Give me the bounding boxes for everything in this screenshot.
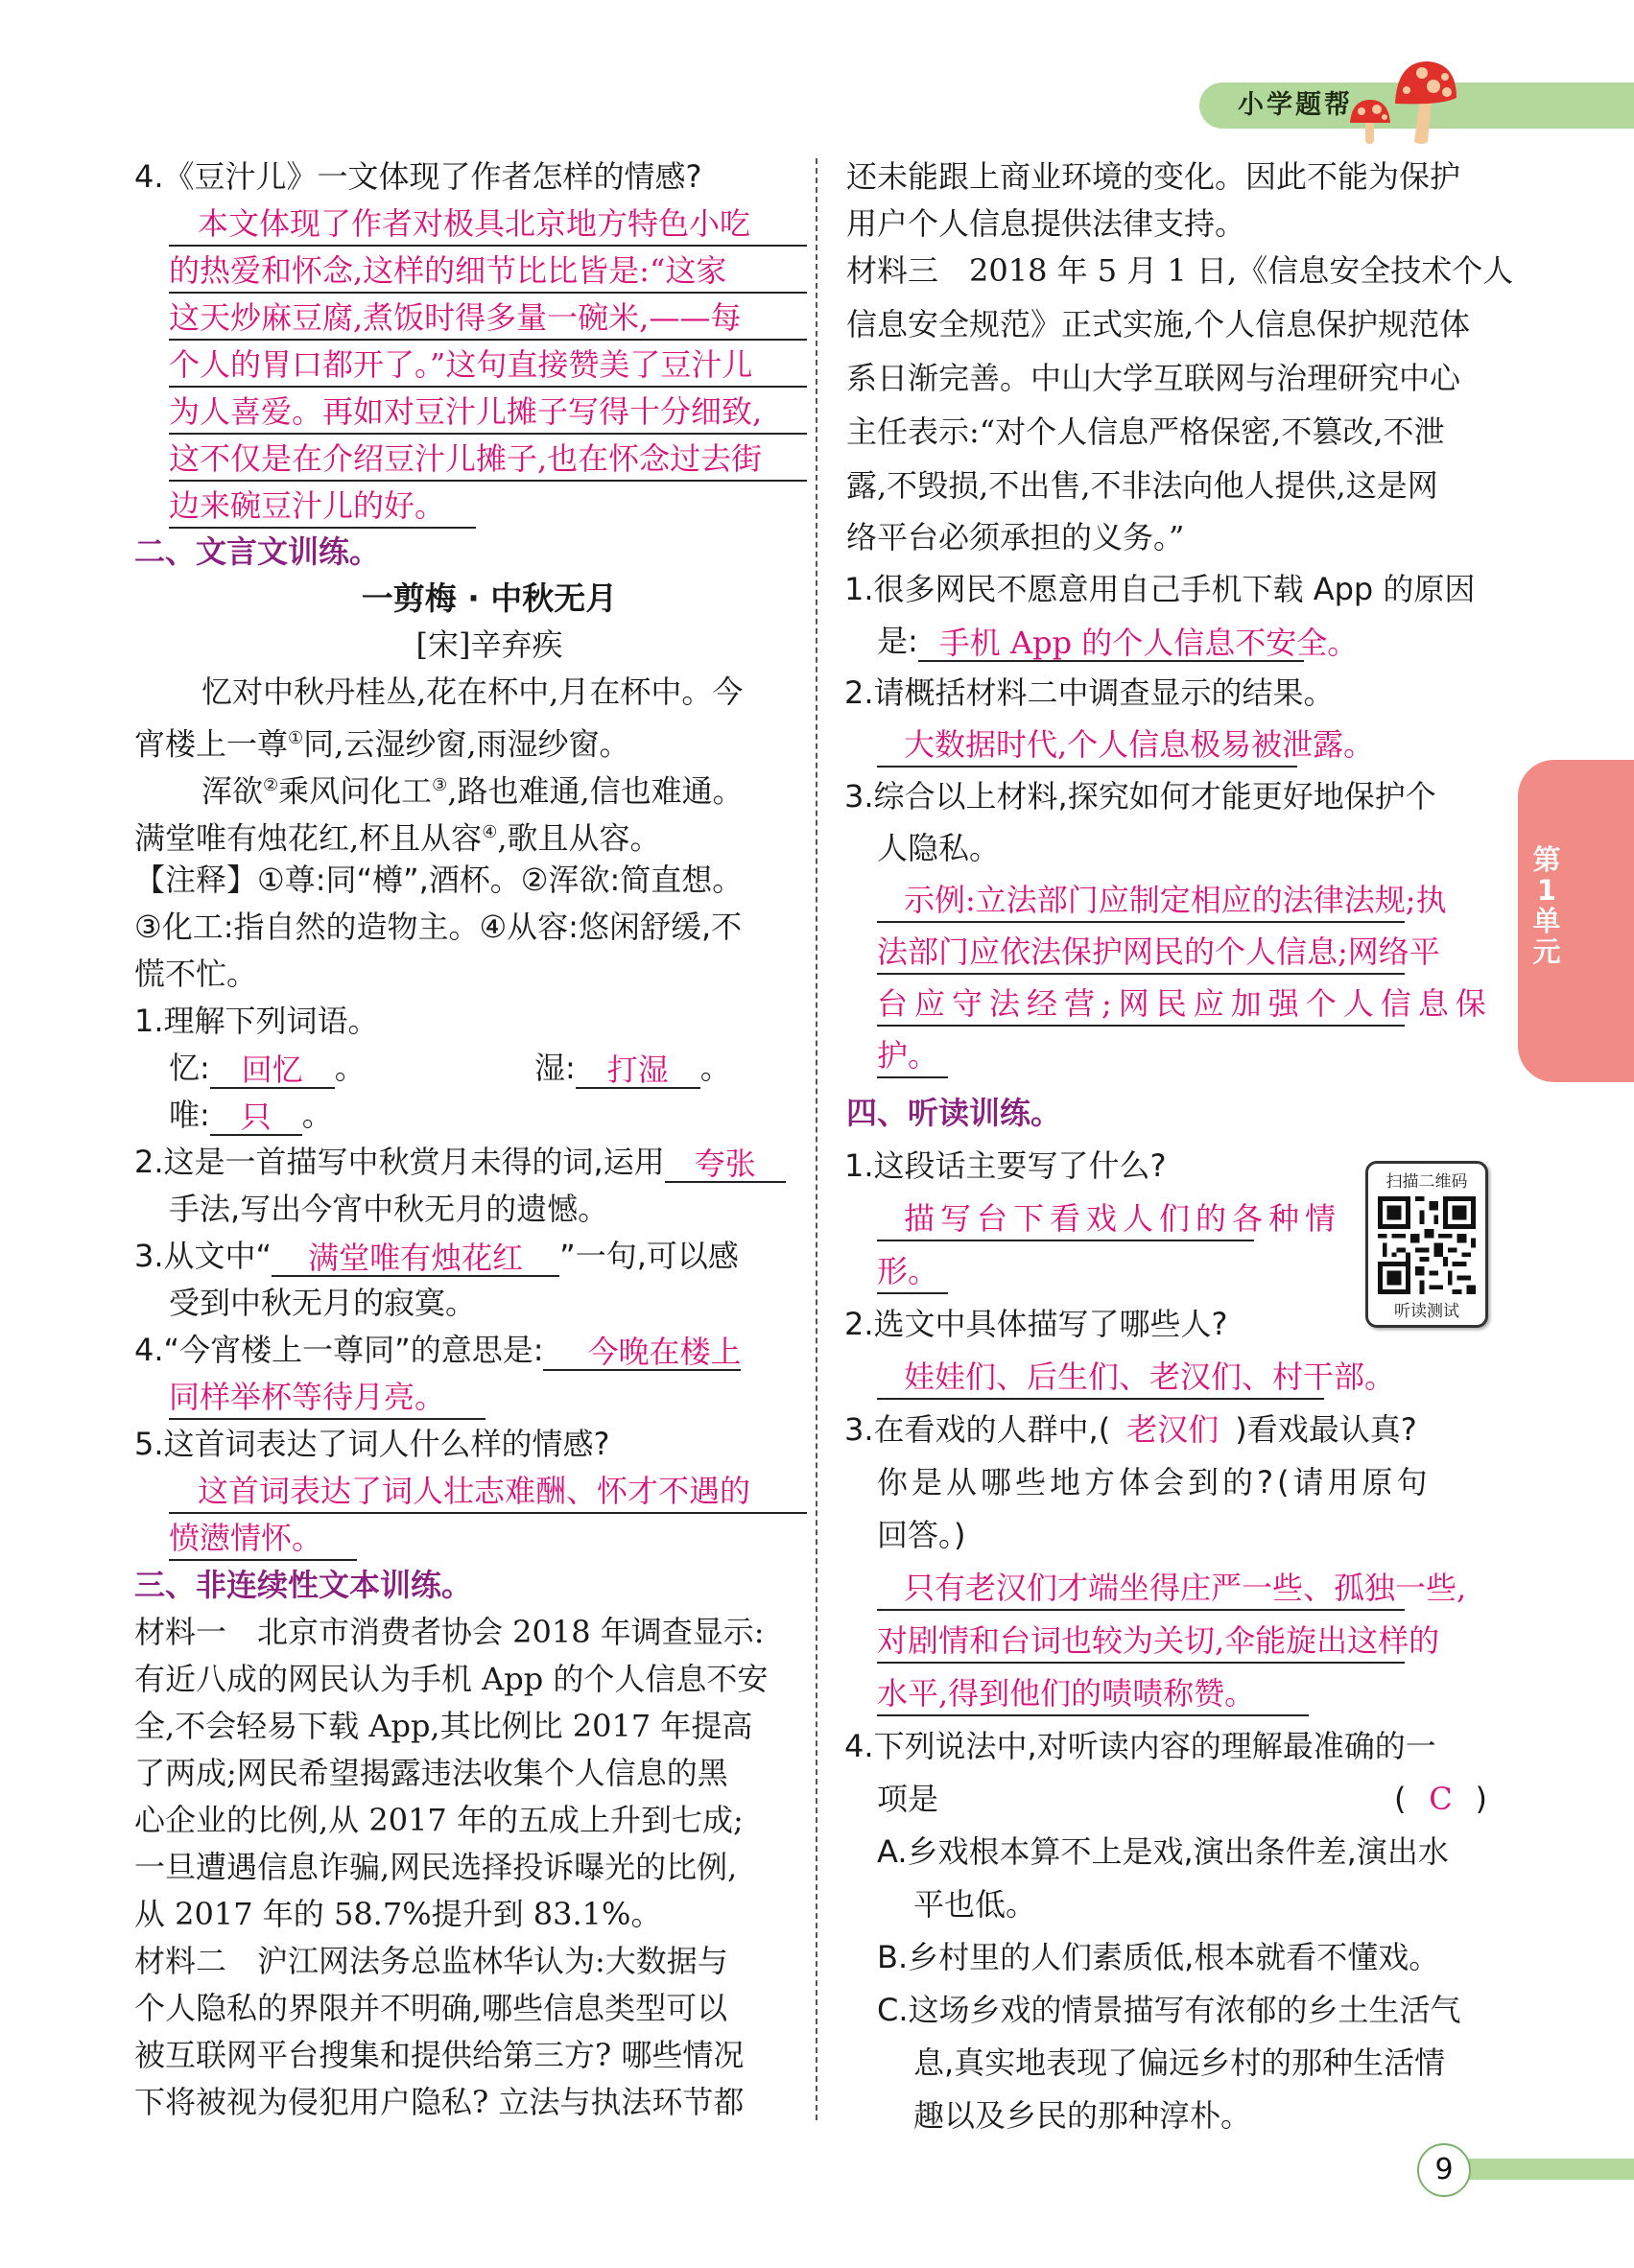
material-line: 用户个人信息提供法律支持。 xyxy=(846,205,1246,242)
material-line: 还未能跟上商业环境的变化。因此不能为保护 xyxy=(846,158,1461,195)
section-heading-classical: 二、文言文训练。 xyxy=(134,533,381,570)
material-line: 主任表示:“对个人信息严格保密,不篡改,不泄 xyxy=(846,413,1445,450)
answer-line: 愤懑情怀。 xyxy=(169,1517,357,1561)
question-4-line2: 项是 ( C ) xyxy=(877,1778,1487,1820)
answer-line: 同样举杯等待月亮。 xyxy=(169,1376,485,1420)
material-line: 材料三 2018 年 5 月 1 日,《信息安全技术个人 xyxy=(846,252,1514,289)
poem-author: [宋]辛弃疾 xyxy=(415,626,563,663)
question-3-line2: 你是从哪些地方体会到的?(请用原句 xyxy=(877,1464,1432,1500)
choice-answer: C xyxy=(1429,1781,1453,1817)
question-2-summary: 2.请概括材料二中调查显示的结果。 xyxy=(844,674,1335,711)
unit-tab-label: 第 1 单 元 xyxy=(1532,843,1561,968)
material-line: 下将被视为侵犯用户隐私? 立法与执法环节都 xyxy=(134,2084,745,2120)
answer-line: 护。 xyxy=(877,1034,948,1078)
answer-blank[interactable]: 今晚在楼上 xyxy=(543,1331,741,1371)
answer-line: 示例:立法部门应制定相应的法律法规;执 xyxy=(877,879,1405,923)
material-line: 材料一 北京市消费者协会 2018 年调查显示: xyxy=(134,1614,765,1650)
qr-bottom-label: 听读测试 xyxy=(1394,1302,1459,1321)
material-line: 心企业的比例,从 2017 年的五成上升到七成; xyxy=(134,1802,744,1838)
footer-band xyxy=(1468,2159,1634,2180)
answer-line: 边来碗豆汁儿的好。 xyxy=(169,484,476,529)
question-2-line2: 手法,写出今宵中秋无月的遗憾。 xyxy=(169,1191,609,1227)
qr-top-label: 扫描二维码 xyxy=(1385,1172,1468,1192)
poem-line: 浑欲②乘风问化工③,路也难通,信也难通。 xyxy=(201,772,744,810)
question-4-douzhier: 4.《豆汁儿》一文体现了作者怎样的情感? xyxy=(134,158,702,195)
inline-answer[interactable]: 老汉们 xyxy=(1126,1411,1220,1448)
answer-blank[interactable]: 打湿 xyxy=(576,1049,700,1089)
section-heading-nontext: 三、非连续性文本训练。 xyxy=(134,1567,473,1603)
material-line: 材料二 沪江网法务总监林华认为:大数据与 xyxy=(134,1943,728,1979)
option-b[interactable]: B.乡村里的人们素质低,根本就看不懂戏。 xyxy=(877,1939,1440,1975)
section-heading-listening: 四、听读训练。 xyxy=(846,1095,1062,1131)
brand-label: 小学题帮 xyxy=(1238,90,1353,120)
poem-line: 忆对中秋丹桂丛,花在杯中,月在杯中。今 xyxy=(201,673,744,710)
option-a[interactable]: A.乡戏根本算不上是戏,演出条件差,演出水 xyxy=(877,1833,1449,1870)
answer-line: 形。 xyxy=(877,1250,948,1294)
material-line: 信息安全规范》正式实施,个人信息保护规范体 xyxy=(846,306,1471,343)
answer-blank[interactable]: 手机 App 的个人信息不安全。 xyxy=(918,622,1304,662)
material-line: 全,不会轻易下载 App,其比例比 2017 年提高 xyxy=(134,1708,753,1744)
listening-question-2: 2.选文中具体描写了哪些人? xyxy=(844,1306,1228,1342)
answer-blank[interactable]: 回忆 xyxy=(210,1049,335,1089)
option-c-line3: 趣以及乡民的那种淳朴。 xyxy=(913,2097,1252,2134)
question-2-technique: 2.这是一首描写中秋赏月未得的词,运用 夸张 xyxy=(134,1141,786,1183)
answer-line: 台应守法经营;网民应加强个人信息保 xyxy=(877,982,1405,1027)
vocab-item-wei: 唯: 只 。 xyxy=(169,1097,333,1135)
vocab-item-yi: 忆: 回忆 。 xyxy=(169,1050,366,1088)
answer-line: 的热爱和怀念,这样的细节比比皆是:“这家 xyxy=(169,249,807,294)
poem-line: 满堂唯有烛花红,杯且从容④,歌且从容。 xyxy=(134,819,661,857)
answer-line: 为人喜爱。再如对豆汁儿摊子写得十分细致, xyxy=(169,390,807,435)
question-4-meaning: 4.“今宵楼上一尊同”的意思是: 今晚在楼上 xyxy=(134,1332,742,1370)
notes-line: ③化工:指自然的造物主。④从容:悠闲舒缓,不 xyxy=(134,909,743,945)
notes-line: 【注释】①尊:同“樽”,酒杯。②浑欲:简直想。 xyxy=(134,862,744,898)
listening-question-3: 3.在看戏的人群中,( 老汉们 )看戏最认真? xyxy=(844,1408,1417,1451)
page-number: 9 xyxy=(1417,2143,1471,2197)
question-3-sentence: 3.从文中“ 满堂唯有烛花红 ”一句,可以感 xyxy=(134,1238,739,1276)
answer-line: 只有老汉们才端坐得庄严一些、孤独一些, xyxy=(877,1567,1405,1611)
qr-code-icon[interactable] xyxy=(1378,1193,1476,1298)
notes-line: 慌不忙。 xyxy=(134,956,258,992)
column-divider xyxy=(816,158,817,2120)
material-line: 有近八成的网民认为手机 App 的个人信息不安 xyxy=(134,1661,769,1697)
answer-blank[interactable]: 夸张 xyxy=(665,1143,786,1183)
material-line: 一旦遭遇信息诈骗,网民选择投诉曝光的比例, xyxy=(134,1849,738,1885)
answer-line: 水平,得到他们的啧啧称赞。 xyxy=(877,1672,1309,1716)
large-mushroom-icon xyxy=(1393,59,1458,146)
option-a-line2: 平也低。 xyxy=(913,1886,1037,1923)
material-line: 个人隐私的界限并不明确,哪些信息类型可以 xyxy=(134,1990,728,2026)
question-3-line2: 人隐私。 xyxy=(877,830,1001,866)
material-line: 络平台必须承担的义务。” xyxy=(846,519,1185,555)
question-1-answer-row: 是: 手机 App 的个人信息不安全。 xyxy=(877,623,1359,661)
answer-line: 大数据时代,个人信息极易被泄露。 xyxy=(877,723,1297,768)
question-1-app: 1.很多网民不愿意用自己手机下载 App 的原因 xyxy=(844,571,1476,607)
answer-line: 对剧情和台词也较为关切,伞能旋出这样的 xyxy=(877,1619,1405,1664)
material-line: 系日渐完善。中山大学互联网与治理研究中心 xyxy=(846,360,1461,396)
option-c[interactable]: C.这场乡戏的情景描写有浓郁的乡土生活气 xyxy=(877,1992,1461,2028)
answer-line: 这天炒麻豆腐,煮饭时得多量一碗米,——每 xyxy=(169,296,807,341)
material-line: 了两成;网民希望揭露违法收集个人信息的黑 xyxy=(134,1755,728,1791)
answer-line: 描写台下看戏人们的各种情 xyxy=(877,1197,1254,1241)
small-mushroom-icon xyxy=(1348,96,1392,146)
answer-line: 这不仅是在介绍豆汁儿摊子,也在怀念过去街 xyxy=(169,437,807,482)
question-3-explore: 3.综合以上材料,探究如何才能更好地保护个 xyxy=(844,778,1436,815)
question-1-vocab: 1.理解下列词语。 xyxy=(134,1003,379,1039)
answer-line: 娃娃们、后生们、老汉们、村干部。 xyxy=(877,1356,1324,1400)
answer-line: 这首词表达了词人壮志难酬、怀才不遇的 xyxy=(169,1470,807,1514)
answer-line: 个人的胃口都开了。”这句直接赞美了豆汁儿 xyxy=(169,343,807,388)
vocab-item-shi: 湿: 打湿 。 xyxy=(534,1050,731,1088)
listening-question-1: 1.这段话主要写了什么? xyxy=(844,1147,1167,1184)
material-line: 被互联网平台搜集和提供给第三方? 哪些情况 xyxy=(134,2037,745,2073)
answer-blank[interactable]: 满堂唯有烛花红 xyxy=(272,1237,559,1277)
poem-title: 一剪梅 · 中秋无月 xyxy=(361,579,618,617)
choice-answer-bracket[interactable]: ( C ) xyxy=(1394,1778,1487,1820)
question-3-line2: 受到中秋无月的寂寞。 xyxy=(169,1285,477,1321)
qr-code-card[interactable] xyxy=(1365,1161,1488,1328)
answer-line: 法部门应依法保护网民的个人信息;网络平 xyxy=(877,931,1405,975)
material-line: 从 2017 年的 58.7%提升到 83.1%。 xyxy=(134,1896,662,1932)
answer-blank[interactable]: 只 xyxy=(210,1096,302,1136)
listening-question-4: 4.下列说法中,对听读内容的理解最准确的一 xyxy=(844,1728,1436,1764)
poem-line: 宵楼上一尊①同,云湿纱窗,雨湿纱窗。 xyxy=(134,725,630,763)
answer-line: 本文体现了作者对极具北京地方特色小吃 xyxy=(169,202,807,247)
question-5-emotion: 5.这首词表达了词人什么样的情感? xyxy=(134,1426,610,1462)
material-line: 露,不毁损,不出售,不非法向他人提供,这是网 xyxy=(846,467,1438,504)
option-c-line2: 息,真实地表现了偏远乡村的那种生活情 xyxy=(913,2044,1446,2081)
question-3-line3: 回答。) xyxy=(877,1517,966,1553)
